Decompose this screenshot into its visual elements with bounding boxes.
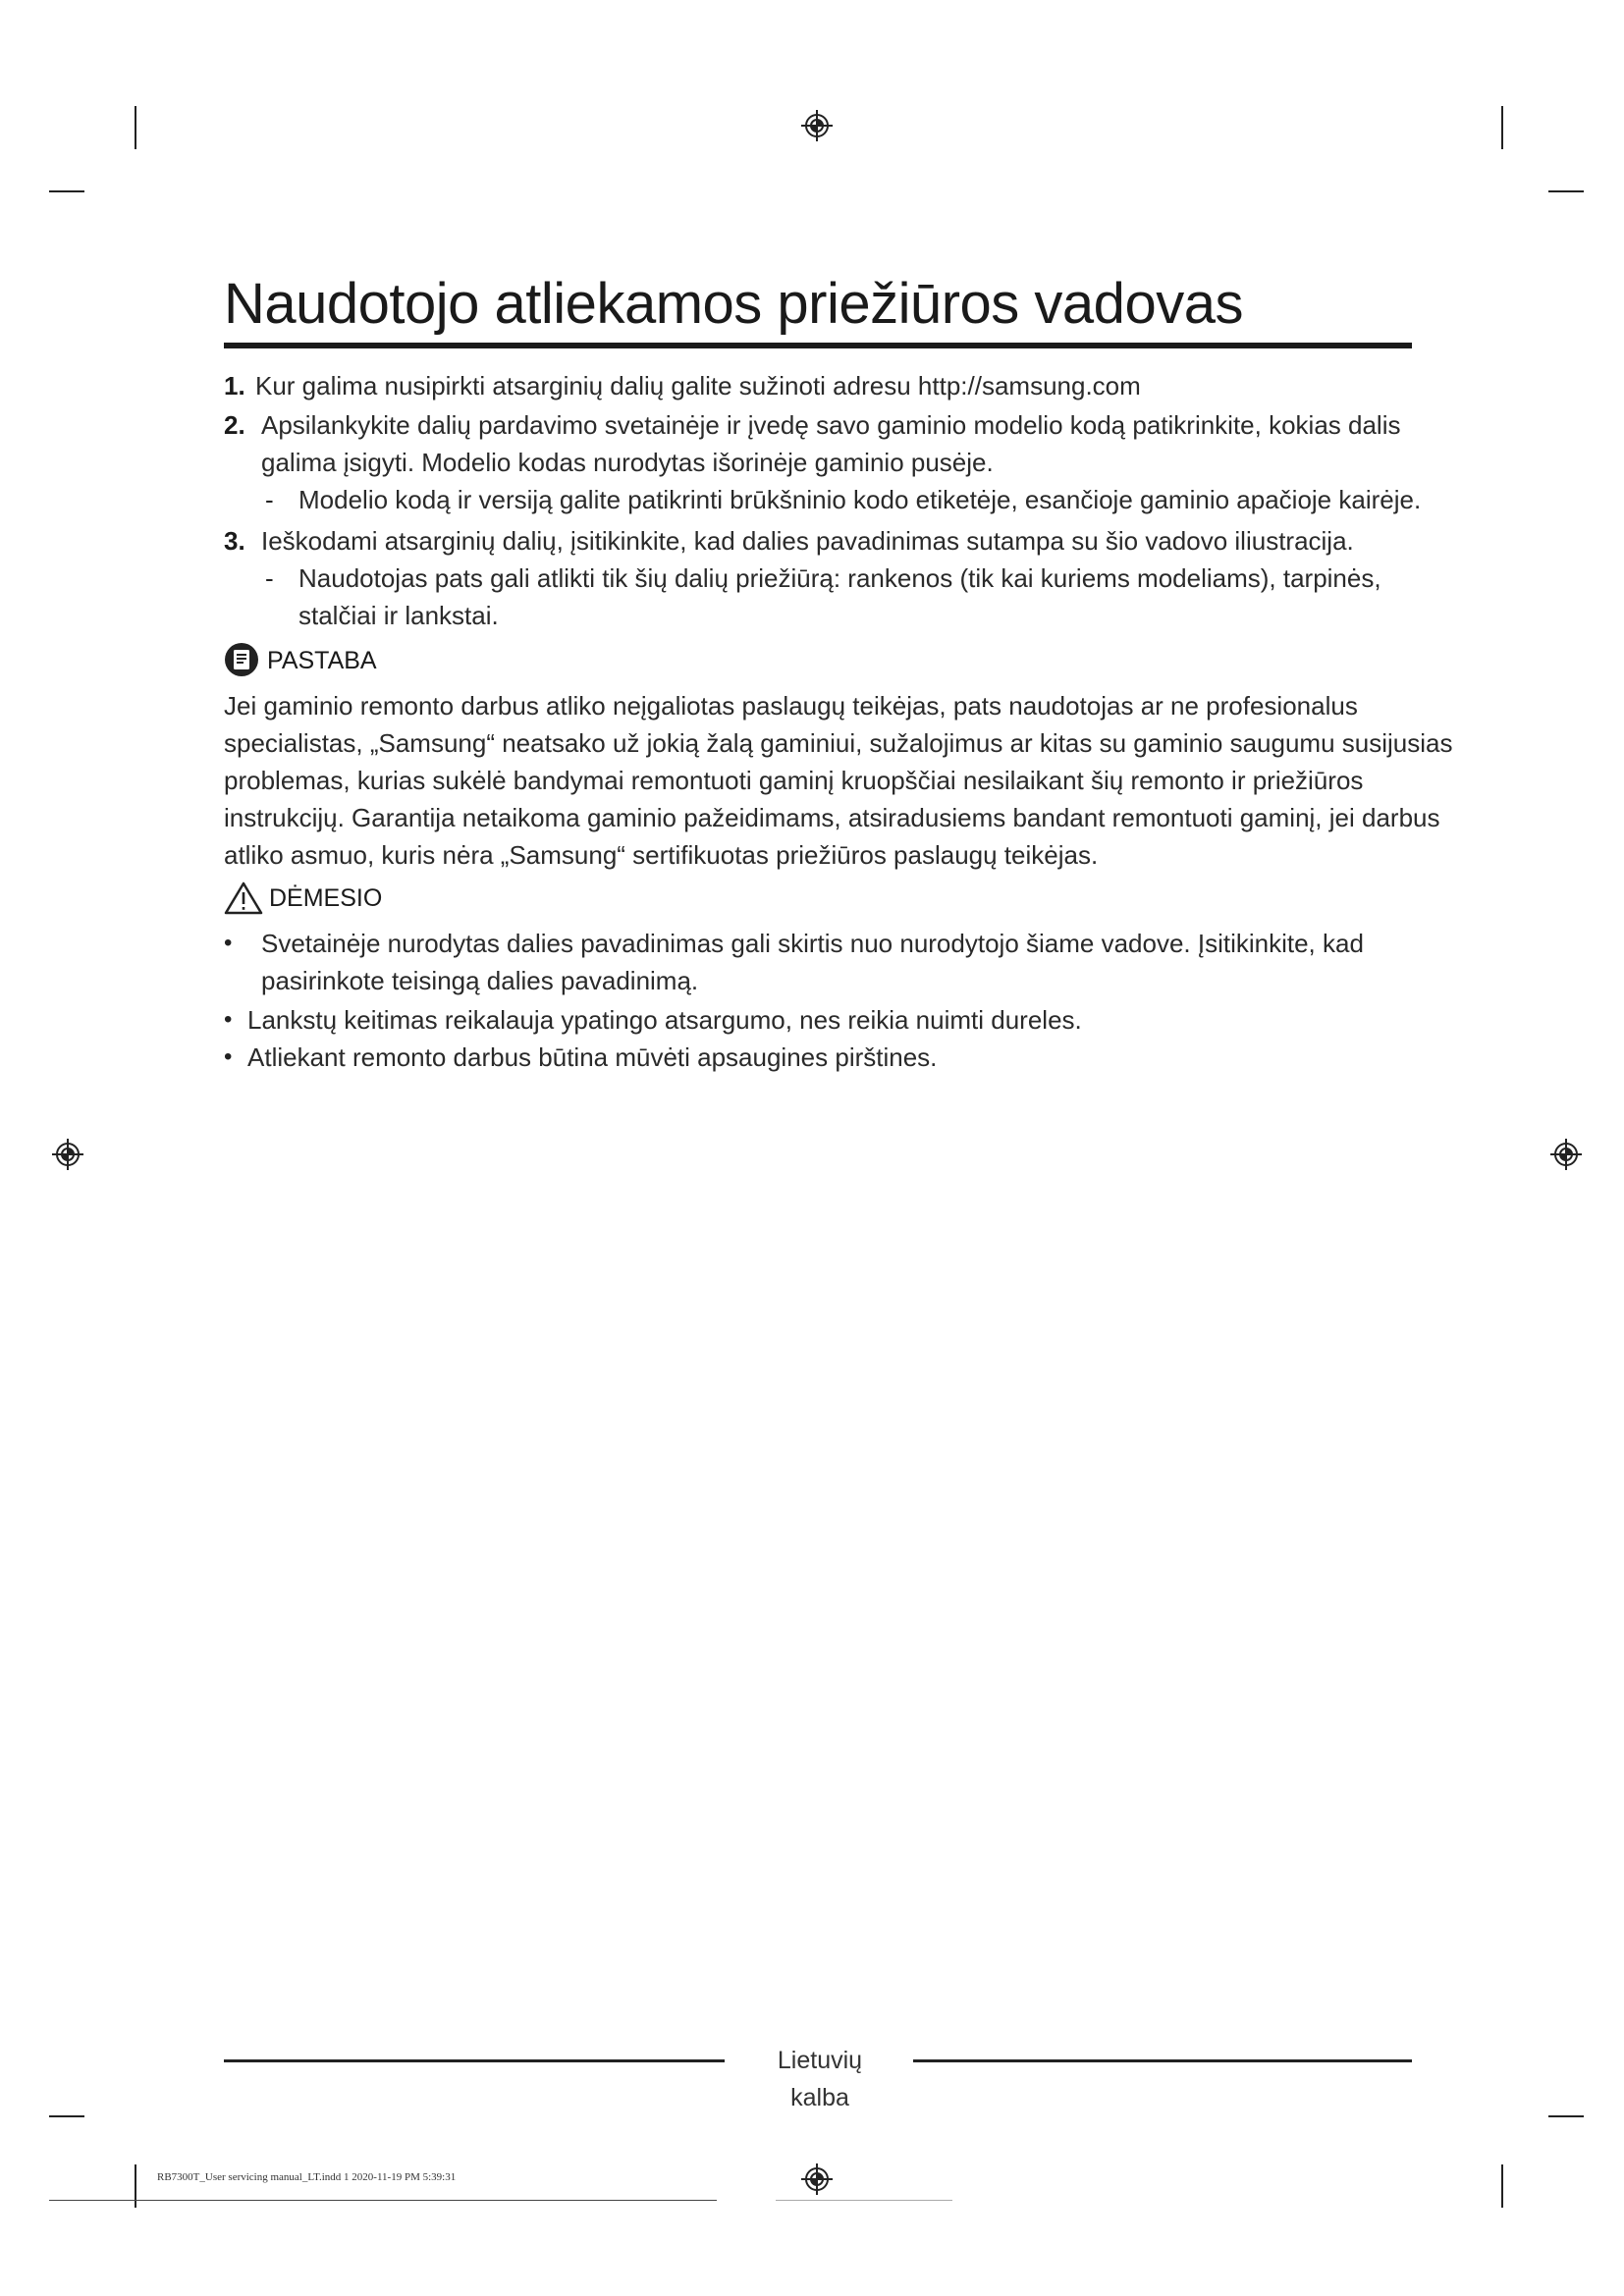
- note-heading: PASTABA: [267, 647, 377, 674]
- sub-step-text: Naudotojas pats gali atlikti tik šių dalių priežiūrą: rankenos (tik kai kuriems modeliams), tarpinės,: [298, 563, 1381, 593]
- caution-item-text: Svetainėje nurodytas dalies pavadinimas gali skirtis nuo nurodytojo šiame vadove. Įsitikinkite, kad: [261, 929, 1364, 958]
- crop-mark-left-lower: [49, 2115, 84, 2117]
- sub-dash: -: [265, 563, 274, 593]
- sub-step-text: Modelio kodą ir versiją galite patikrinti brūkšninio kodo etiketėje, esančioje gaminio apačioje kairėje.: [298, 485, 1422, 514]
- note-text: Jei gaminio remonto darbus atliko neįgaliotas paslaugų teikėjas, pats naudotojas ar ne profesionalus: [224, 691, 1358, 721]
- slug-rule-faint: [776, 2200, 952, 2201]
- caution-item-text: Lankstų keitimas reikalauja ypatingo atsargumo, nes reikia nuimti dureles.: [247, 1005, 1082, 1035]
- registration-mark-top-icon: [800, 109, 834, 142]
- footer-rule-right: [913, 2059, 1412, 2062]
- page-title: Naudotojo atliekamos priežiūros vadovas: [224, 272, 1243, 336]
- note-text: atliko asmuo, kuris nėra „Samsung“ sertifikuotas priežiūros paslaugų teikėjas.: [224, 840, 1099, 870]
- print-slug: RB7300T_User servicing manual_LT.indd 1 2020-11-19 PM 5:39:31: [157, 2171, 457, 2183]
- note-text: specialistas, „Samsung“ neatsako už jokią žalą gaminiui, sužalojimus ar kitas su gaminio saugumu susijusias: [224, 728, 1453, 758]
- note-text: instrukcijų. Garantija netaikoma gaminio pažeidimams, atsiradusiems bandant remontuoti gaminį, jei darbus: [224, 803, 1440, 832]
- title-rule: [224, 343, 1412, 348]
- crop-mark-bottom-right: [1501, 2164, 1503, 2208]
- note-text: problemas, kurias sukėlė bandymai remontuoti gaminį kruopščiai nesilaikant šių remonto ir priežiūros: [224, 766, 1364, 795]
- warning-icon: [224, 881, 263, 915]
- bullet: •: [224, 1006, 233, 1033]
- footer-language: Lietuvių kalba: [777, 2047, 863, 2111]
- sub-step-text: stalčiai ir lankstai.: [298, 601, 499, 630]
- note-icon: [224, 642, 259, 677]
- registration-mark-bottom-icon: [800, 2163, 834, 2196]
- step-text: Apsilankykite dalių pardavimo svetainėje ir įvedę savo gaminio modelio kodą patikrinkite, kokias dalis: [261, 410, 1401, 440]
- crop-mark-top-right: [1501, 106, 1503, 149]
- bullet: •: [224, 930, 233, 956]
- step-text: Kur galima nusipirkti atsarginių dalių galite sužinoti adresu http://samsung.com: [255, 371, 1141, 400]
- bullet: •: [224, 1043, 233, 1070]
- crop-mark-left-upper: [49, 190, 84, 192]
- registration-mark-left-icon: [51, 1138, 84, 1171]
- step-number: 1.: [224, 371, 245, 400]
- crop-mark-right-upper: [1548, 190, 1584, 192]
- crop-mark-right-lower: [1548, 2115, 1584, 2117]
- step-text: galima įsigyti. Modelio kodas nurodytas išorinėje gaminio pusėje.: [261, 448, 994, 477]
- caution-item-text: Atliekant remonto darbus būtina mūvėti apsaugines pirštines.: [247, 1042, 938, 1072]
- slug-rule: [49, 2200, 717, 2201]
- crop-mark-top-left: [135, 106, 136, 149]
- step-number: 3.: [224, 526, 245, 556]
- footer-rule-left: [224, 2059, 725, 2062]
- caution-item-text: pasirinkote teisingą dalies pavadinimą.: [261, 966, 699, 995]
- crop-mark-bottom-left: [135, 2164, 136, 2208]
- caution-heading: DĖMESIO: [269, 884, 383, 912]
- step-text: Ieškodami atsarginių dalių, įsitikinkite, kad dalies pavadinimas sutampa su šio vadovo iliustracija.: [261, 526, 1354, 556]
- step-number: 2.: [224, 410, 245, 440]
- sub-dash: -: [265, 485, 274, 514]
- registration-mark-right-icon: [1549, 1138, 1583, 1171]
